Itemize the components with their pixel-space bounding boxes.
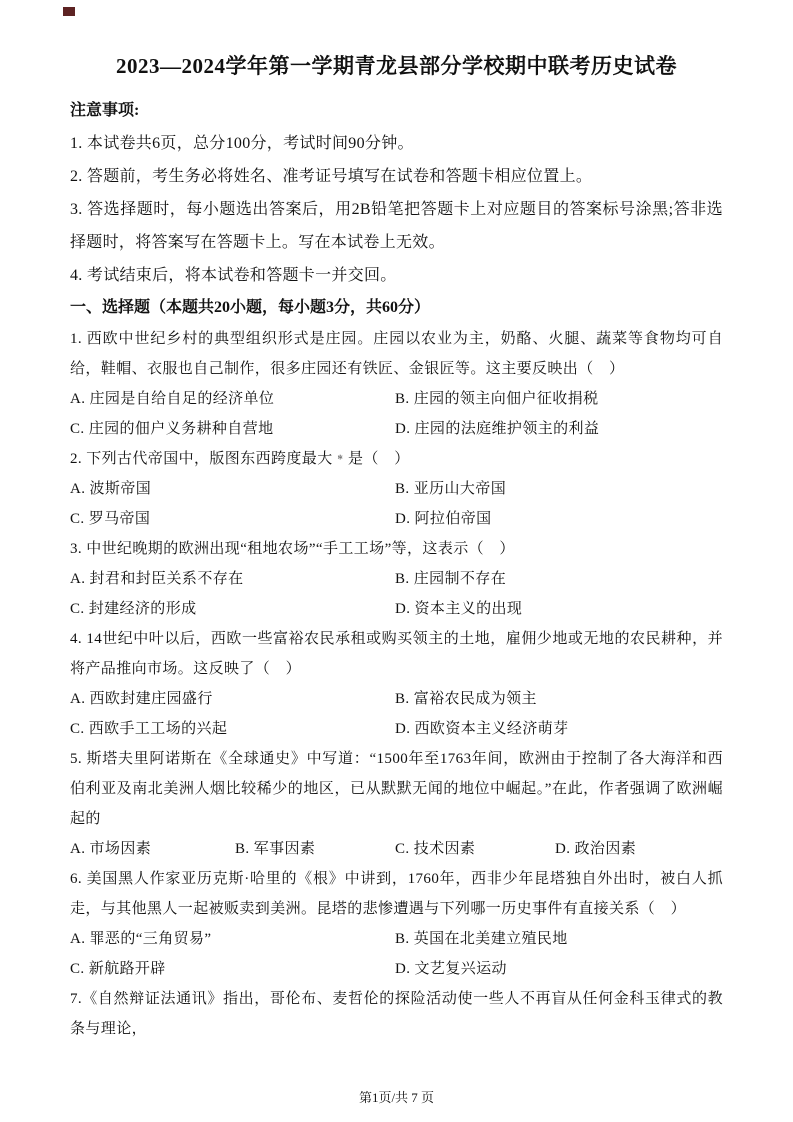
notice-item-1: 1. 本试卷共6页，总分100分，考试时间90分钟。 [70,135,414,152]
notice-section [70,94,723,292]
question-3-option-a: A. 封君和封臣关系不存在 [70,571,244,587]
question-7-stem: 7.《自然辩证法通讯》指出，哥伦布、麦哲伦的探险活动使一些人不再盲从任何金科玉律式的教条与理论， [70,991,723,1037]
notice-item-4: 4. 考试结束后，将本试卷和答题卡一并交回。 [70,267,397,284]
question-2-option-d: D. 阿拉伯帝国 [395,511,492,527]
notice-heading: 注意事项: [70,102,140,119]
question-6-option-c: C. 新航路开辟 [70,961,166,977]
question-6-option-b: B. 英国在北美建立殖民地 [395,931,568,947]
question-1-option-b: B. 庄园的领主向佃户征收捐税 [395,391,599,407]
question-2-option-c: C. 罗马帝国 [70,511,151,527]
question-4-options [70,684,723,744]
question-7 [70,984,723,1044]
question-3-options [70,564,723,624]
question-1-option-d: D. 庄园的法庭维护领主的利益 [395,421,600,437]
question-6-option-a: A. 罪恶的“三角贸易” [70,931,212,947]
question-6 [70,864,723,984]
question-1-stem: 1. 西欧中世纪乡村的典型组织形式是庄园。庄园以农业为主，奶酪、火腿、蔬菜等食物均可自给，鞋帽、衣服也自己制作，很多庄园还有铁匠、金银匠等。这主要反映出（ ） [70,331,723,377]
notice-item-3: 3. 答选择题时，每小题选出答案后，用2B铅笔把答题卡上对应题目的答案标号涂黑;答非选择题时，将答案写在答题卡上。写在本试卷上无效。 [70,201,723,251]
section-heading-choice: 一、选择题（本题共20小题，每小题3分，共60分） [70,299,431,316]
question-4-option-c: C. 西欧手工工场的兴起 [70,721,228,737]
question-3-option-b: B. 庄园制不存在 [395,571,507,587]
question-1 [70,324,723,444]
question-1-options [70,384,723,444]
page-title: 2023—2024学年第一学期青龙县部分学校期中联考历史试卷 [116,54,677,78]
question-5-option-d: D. 政治因素 [555,841,637,857]
question-2-option-b: B. 亚历山大帝国 [395,481,507,497]
question-6-option-d: D. 文艺复兴运动 [395,961,507,977]
question-2-option-a: A. 波斯帝国 [70,481,152,497]
question-6-options [70,924,723,984]
question-2 [70,444,723,534]
question-4-option-d: D. 西欧资本主义经济萌芽 [395,721,569,737]
question-4 [70,624,723,744]
question-5-option-c: C. 技术因素 [395,841,476,857]
question-3-option-c: C. 封建经济的形成 [70,601,197,617]
question-1-option-c: C. 庄园的佃户义务耕种自营地 [70,421,274,437]
question-3 [70,534,723,624]
question-3-option-d: D. 资本主义的出现 [395,601,523,617]
scan-artifact-mark [63,7,75,16]
question-3-stem: 3. 中世纪晚期的欧洲出现“租地农场”“手工工场”等，这表示（ ） [70,541,515,557]
notice-item-2: 2. 答题前，考生务必将姓名、准考证号填写在试卷和答题卡相应位置上。 [70,168,593,185]
question-4-option-b: B. 富裕农民成为领主 [395,691,537,707]
page-number-footer: 第1页/共 7 页 [358,1090,435,1105]
question-4-stem: 4. 14世纪中叶以后，西欧一些富裕农民承租或购买领主的土地，雇佣少地或无地的农民耕种，并将产品推向市场。这反映了（ ） [70,631,723,677]
question-2-options [70,474,723,534]
question-5-stem: 5. 斯塔夫里阿诺斯在《全球通史》中写道：“1500年至1763年间，欧洲由于控制了各大海洋和西伯利亚及南北美洲人烟比较稀少的地区，已从默默无闻的地位中崛起。”在此，作者强调了欧洲崛起的 [70,751,723,827]
question-1-option-a: A. 庄园是自给自足的经济单位 [70,391,275,407]
question-4-option-a: A. 西欧封建庄园盛行 [70,691,213,707]
question-5-option-a: A. 市场因素 [70,841,152,857]
question-2-stem: 2. 下列古代帝国中，版图东西跨度最大﹡是（ ） [70,451,410,467]
question-5-options [70,834,723,864]
question-6-stem: 6. 美国黑人作家亚历克斯·哈里的《根》中讲到，1760年，西非少年昆塔独自外出时，被白人抓走，与其他黑人一起被贩卖到美洲。昆塔的悲惨遭遇与下列哪一历史事件有直接关系（ ） [70,871,723,917]
question-5 [70,744,723,864]
question-5-option-b: B. 军事因素 [235,841,316,857]
